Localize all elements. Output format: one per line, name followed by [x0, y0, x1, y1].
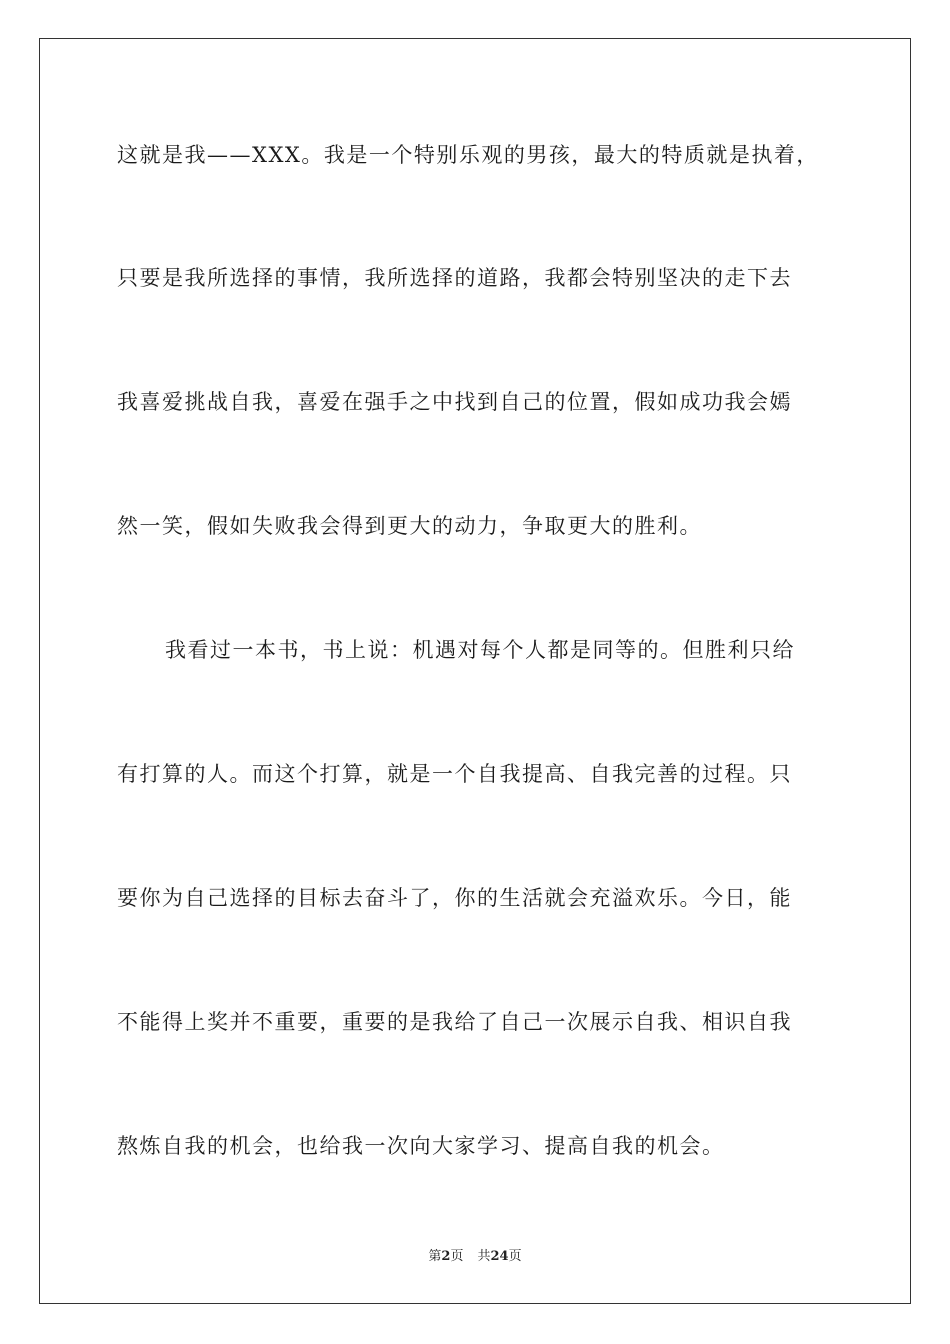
total-suffix: 页	[508, 1249, 522, 1264]
text-line-3: 我喜爱挑战自我，喜爱在强手之中找到自己的位置，假如成功我会嫣	[117, 390, 792, 414]
page-prefix: 第	[428, 1249, 442, 1264]
page-suffix: 页	[450, 1249, 464, 1264]
page-number: 2	[441, 1249, 451, 1264]
total-prefix: 共	[477, 1249, 491, 1264]
text-line-1: 这就是我——XXX。我是一个特别乐观的男孩，最大的特质就是执着，	[117, 143, 819, 167]
text-line-5: 我看过一本书，书上说：机遇对每个人都是同等的。但胜利只给	[165, 638, 795, 662]
text-line-6: 有打算的人。而这个打算，就是一个自我提高、自我完善的过程。只	[117, 762, 792, 786]
page-border	[39, 38, 911, 1304]
text-line-8: 不能得上奖并不重要，重要的是我给了自己一次展示自我、相识自我	[117, 1010, 792, 1034]
page-footer	[0, 1248, 950, 1266]
text-line-4: 然一笑，假如失败我会得到更大的动力，争取更大的胜利。	[117, 514, 702, 538]
text-line-7: 要你为自己选择的目标去奋斗了，你的生活就会充溢欢乐。今日，能	[117, 886, 792, 910]
total-pages: 24	[490, 1249, 509, 1264]
text-line-2: 只要是我所选择的事情，我所选择的道路，我都会特别坚决的走下去	[117, 266, 792, 290]
text-line-9: 熬炼自我的机会，也给我一次向大家学习、提高自我的机会。	[117, 1134, 725, 1158]
